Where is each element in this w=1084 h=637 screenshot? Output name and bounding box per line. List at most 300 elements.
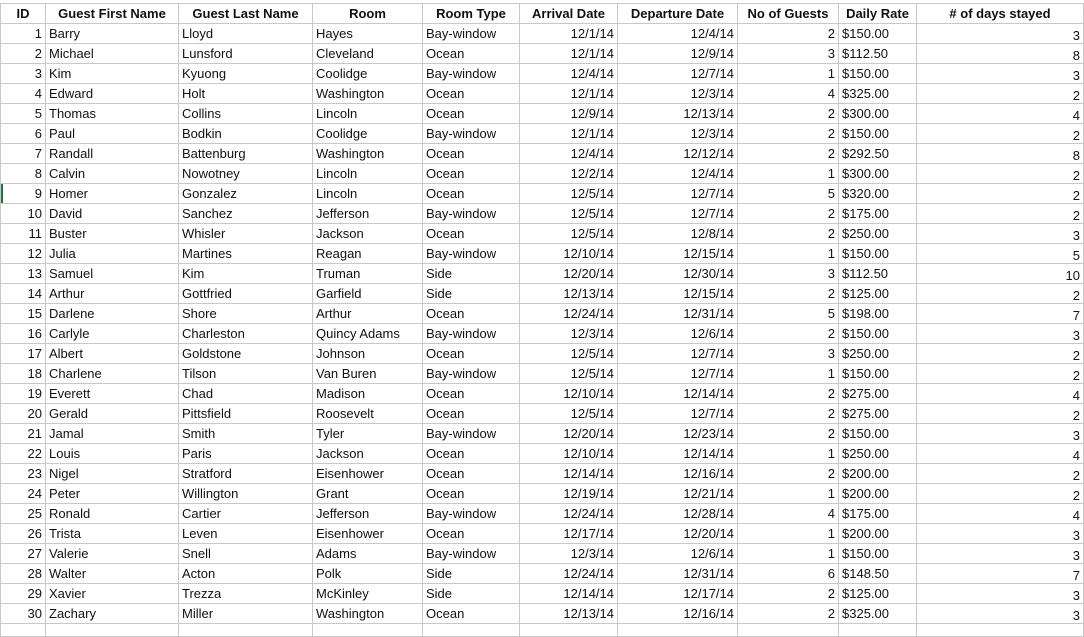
cell-no-of-guests[interactable]: 1 (738, 484, 839, 504)
cell-last-name[interactable]: Kyuong (179, 64, 313, 84)
cell-room-type[interactable]: Ocean (423, 344, 520, 364)
empty-cell[interactable] (46, 624, 179, 637)
cell-id[interactable]: 3 (1, 64, 46, 84)
cell-room[interactable]: Adams (313, 544, 423, 564)
cell-daily-rate[interactable]: $125.00 (839, 584, 917, 604)
cell-room-type[interactable]: Bay-window (423, 364, 520, 384)
cell-room[interactable]: Washington (313, 604, 423, 624)
cell-room-type[interactable]: Ocean (423, 44, 520, 64)
cell-departure-date[interactable]: 12/4/14 (618, 164, 738, 184)
cell-daily-rate[interactable]: $150.00 (839, 244, 917, 264)
cell-daily-rate[interactable]: $250.00 (839, 224, 917, 244)
cell-room[interactable]: McKinley (313, 584, 423, 604)
cell-first-name[interactable]: Kim (46, 64, 179, 84)
cell-departure-date[interactable]: 12/16/14 (618, 464, 738, 484)
cell-daily-rate[interactable]: $150.00 (839, 364, 917, 384)
cell-arrival-date[interactable]: 12/3/14 (520, 544, 618, 564)
cell-departure-date[interactable]: 12/9/14 (618, 44, 738, 64)
cell-days-stayed[interactable]: 2 (917, 484, 1084, 504)
cell-departure-date[interactable]: 12/7/14 (618, 364, 738, 384)
cell-id[interactable]: 24 (1, 484, 46, 504)
header-cell-arrival-date[interactable]: Arrival Date (520, 4, 618, 24)
cell-departure-date[interactable]: 12/15/14 (618, 244, 738, 264)
cell-last-name[interactable]: Battenburg (179, 144, 313, 164)
cell-departure-date[interactable]: 12/31/14 (618, 304, 738, 324)
cell-room-type[interactable]: Bay-window (423, 204, 520, 224)
cell-arrival-date[interactable]: 12/10/14 (520, 384, 618, 404)
cell-room[interactable]: Arthur (313, 304, 423, 324)
cell-first-name[interactable]: Charlene (46, 364, 179, 384)
cell-first-name[interactable]: Randall (46, 144, 179, 164)
cell-departure-date[interactable]: 12/12/14 (618, 144, 738, 164)
cell-days-stayed[interactable]: 7 (917, 564, 1084, 584)
cell-arrival-date[interactable]: 12/3/14 (520, 324, 618, 344)
cell-room[interactable]: Tyler (313, 424, 423, 444)
cell-days-stayed[interactable]: 3 (917, 604, 1084, 624)
cell-no-of-guests[interactable]: 2 (738, 204, 839, 224)
cell-last-name[interactable]: Leven (179, 524, 313, 544)
cell-arrival-date[interactable]: 12/10/14 (520, 444, 618, 464)
cell-departure-date[interactable]: 12/14/14 (618, 444, 738, 464)
cell-daily-rate[interactable]: $200.00 (839, 484, 917, 504)
cell-daily-rate[interactable]: $325.00 (839, 84, 917, 104)
cell-daily-rate[interactable]: $275.00 (839, 404, 917, 424)
empty-cell[interactable] (520, 624, 618, 637)
cell-room[interactable]: Jackson (313, 444, 423, 464)
cell-arrival-date[interactable]: 12/14/14 (520, 584, 618, 604)
cell-first-name[interactable]: Trista (46, 524, 179, 544)
cell-daily-rate[interactable]: $125.00 (839, 284, 917, 304)
cell-daily-rate[interactable]: $175.00 (839, 504, 917, 524)
cell-no-of-guests[interactable]: 2 (738, 464, 839, 484)
cell-daily-rate[interactable]: $150.00 (839, 124, 917, 144)
cell-arrival-date[interactable]: 12/13/14 (520, 604, 618, 624)
cell-departure-date[interactable]: 12/3/14 (618, 84, 738, 104)
cell-departure-date[interactable]: 12/30/14 (618, 264, 738, 284)
cell-id[interactable]: 1 (1, 24, 46, 44)
cell-daily-rate[interactable]: $250.00 (839, 344, 917, 364)
cell-first-name[interactable]: Ronald (46, 504, 179, 524)
cell-days-stayed[interactable]: 3 (917, 524, 1084, 544)
cell-days-stayed[interactable]: 2 (917, 124, 1084, 144)
cell-last-name[interactable]: Tilson (179, 364, 313, 384)
empty-cell[interactable] (179, 624, 313, 637)
cell-first-name[interactable]: Louis (46, 444, 179, 464)
cell-no-of-guests[interactable]: 2 (738, 144, 839, 164)
cell-last-name[interactable]: Lunsford (179, 44, 313, 64)
cell-room-type[interactable]: Ocean (423, 404, 520, 424)
cell-room[interactable]: Eisenhower (313, 524, 423, 544)
cell-id[interactable]: 26 (1, 524, 46, 544)
cell-departure-date[interactable]: 12/20/14 (618, 524, 738, 544)
cell-arrival-date[interactable]: 12/13/14 (520, 284, 618, 304)
cell-room-type[interactable]: Ocean (423, 604, 520, 624)
cell-id[interactable]: 13 (1, 264, 46, 284)
cell-id[interactable]: 19 (1, 384, 46, 404)
cell-no-of-guests[interactable]: 2 (738, 384, 839, 404)
cell-room[interactable]: Reagan (313, 244, 423, 264)
cell-arrival-date[interactable]: 12/17/14 (520, 524, 618, 544)
cell-days-stayed[interactable]: 3 (917, 224, 1084, 244)
cell-room[interactable]: Coolidge (313, 64, 423, 84)
cell-last-name[interactable]: Goldstone (179, 344, 313, 364)
cell-last-name[interactable]: Acton (179, 564, 313, 584)
cell-id[interactable]: 22 (1, 444, 46, 464)
cell-no-of-guests[interactable]: 4 (738, 504, 839, 524)
cell-daily-rate[interactable]: $150.00 (839, 324, 917, 344)
cell-no-of-guests[interactable]: 5 (738, 184, 839, 204)
header-cell-room-type[interactable]: Room Type (423, 4, 520, 24)
cell-no-of-guests[interactable]: 1 (738, 364, 839, 384)
cell-last-name[interactable]: Stratford (179, 464, 313, 484)
cell-days-stayed[interactable]: 2 (917, 464, 1084, 484)
cell-arrival-date[interactable]: 12/14/14 (520, 464, 618, 484)
cell-room[interactable]: Garfield (313, 284, 423, 304)
cell-daily-rate[interactable]: $150.00 (839, 24, 917, 44)
cell-departure-date[interactable]: 12/15/14 (618, 284, 738, 304)
cell-no-of-guests[interactable]: 1 (738, 524, 839, 544)
cell-first-name[interactable]: Samuel (46, 264, 179, 284)
cell-id[interactable]: 16 (1, 324, 46, 344)
cell-first-name[interactable]: Julia (46, 244, 179, 264)
cell-first-name[interactable]: Jamal (46, 424, 179, 444)
cell-arrival-date[interactable]: 12/2/14 (520, 164, 618, 184)
cell-first-name[interactable]: Darlene (46, 304, 179, 324)
cell-daily-rate[interactable]: $175.00 (839, 204, 917, 224)
cell-arrival-date[interactable]: 12/20/14 (520, 424, 618, 444)
cell-arrival-date[interactable]: 12/24/14 (520, 304, 618, 324)
cell-arrival-date[interactable]: 12/5/14 (520, 204, 618, 224)
cell-room-type[interactable]: Ocean (423, 304, 520, 324)
cell-no-of-guests[interactable]: 1 (738, 64, 839, 84)
cell-first-name[interactable]: Homer (46, 184, 179, 204)
empty-cell[interactable] (618, 624, 738, 637)
cell-first-name[interactable]: Everett (46, 384, 179, 404)
cell-no-of-guests[interactable]: 1 (738, 444, 839, 464)
cell-room-type[interactable]: Bay-window (423, 24, 520, 44)
cell-last-name[interactable]: Kim (179, 264, 313, 284)
cell-room[interactable]: Jackson (313, 224, 423, 244)
cell-room-type[interactable]: Side (423, 264, 520, 284)
cell-first-name[interactable]: Valerie (46, 544, 179, 564)
cell-first-name[interactable]: David (46, 204, 179, 224)
cell-departure-date[interactable]: 12/7/14 (618, 184, 738, 204)
cell-first-name[interactable]: Edward (46, 84, 179, 104)
cell-room-type[interactable]: Ocean (423, 524, 520, 544)
cell-departure-date[interactable]: 12/31/14 (618, 564, 738, 584)
cell-daily-rate[interactable]: $200.00 (839, 524, 917, 544)
cell-room-type[interactable]: Ocean (423, 144, 520, 164)
cell-first-name[interactable]: Paul (46, 124, 179, 144)
cell-room-type[interactable]: Ocean (423, 484, 520, 504)
cell-no-of-guests[interactable]: 1 (738, 544, 839, 564)
header-cell-room[interactable]: Room (313, 4, 423, 24)
cell-days-stayed[interactable]: 8 (917, 144, 1084, 164)
cell-room-type[interactable]: Ocean (423, 84, 520, 104)
cell-room-type[interactable]: Ocean (423, 224, 520, 244)
cell-id[interactable]: 5 (1, 104, 46, 124)
cell-id[interactable]: 27 (1, 544, 46, 564)
cell-no-of-guests[interactable]: 1 (738, 244, 839, 264)
cell-first-name[interactable]: Buster (46, 224, 179, 244)
empty-cell[interactable] (839, 624, 917, 637)
cell-id[interactable]: 21 (1, 424, 46, 444)
cell-last-name[interactable]: Miller (179, 604, 313, 624)
header-cell-daily-rate[interactable]: Daily Rate (839, 4, 917, 24)
cell-departure-date[interactable]: 12/13/14 (618, 104, 738, 124)
cell-first-name[interactable]: Nigel (46, 464, 179, 484)
cell-room[interactable]: Eisenhower (313, 464, 423, 484)
cell-id[interactable]: 25 (1, 504, 46, 524)
cell-daily-rate[interactable]: $112.50 (839, 44, 917, 64)
cell-departure-date[interactable]: 12/21/14 (618, 484, 738, 504)
cell-arrival-date[interactable]: 12/1/14 (520, 44, 618, 64)
cell-last-name[interactable]: Whisler (179, 224, 313, 244)
empty-cell[interactable] (423, 624, 520, 637)
cell-days-stayed[interactable]: 4 (917, 444, 1084, 464)
cell-room[interactable]: Washington (313, 84, 423, 104)
cell-last-name[interactable]: Holt (179, 84, 313, 104)
cell-no-of-guests[interactable]: 3 (738, 264, 839, 284)
cell-id[interactable]: 18 (1, 364, 46, 384)
cell-id[interactable]: 17 (1, 344, 46, 364)
cell-days-stayed[interactable]: 2 (917, 184, 1084, 204)
cell-room-type[interactable]: Side (423, 584, 520, 604)
cell-room[interactable]: Roosevelt (313, 404, 423, 424)
cell-arrival-date[interactable]: 12/1/14 (520, 24, 618, 44)
cell-no-of-guests[interactable]: 2 (738, 324, 839, 344)
cell-arrival-date[interactable]: 12/4/14 (520, 144, 618, 164)
header-cell-no-of-guests[interactable]: No of Guests (738, 4, 839, 24)
cell-no-of-guests[interactable]: 2 (738, 284, 839, 304)
cell-days-stayed[interactable]: 3 (917, 424, 1084, 444)
cell-daily-rate[interactable]: $200.00 (839, 464, 917, 484)
cell-departure-date[interactable]: 12/3/14 (618, 124, 738, 144)
cell-daily-rate[interactable]: $150.00 (839, 64, 917, 84)
cell-room[interactable]: Grant (313, 484, 423, 504)
cell-first-name[interactable]: Walter (46, 564, 179, 584)
cell-last-name[interactable]: Nowotney (179, 164, 313, 184)
cell-daily-rate[interactable]: $292.50 (839, 144, 917, 164)
cell-daily-rate[interactable]: $300.00 (839, 164, 917, 184)
cell-last-name[interactable]: Chad (179, 384, 313, 404)
cell-arrival-date[interactable]: 12/10/14 (520, 244, 618, 264)
cell-departure-date[interactable]: 12/4/14 (618, 24, 738, 44)
cell-first-name[interactable]: Carlyle (46, 324, 179, 344)
header-cell-first-name[interactable]: Guest First Name (46, 4, 179, 24)
cell-id[interactable]: 15 (1, 304, 46, 324)
cell-id[interactable]: 14 (1, 284, 46, 304)
cell-days-stayed[interactable]: 3 (917, 584, 1084, 604)
cell-days-stayed[interactable]: 4 (917, 384, 1084, 404)
cell-no-of-guests[interactable]: 3 (738, 44, 839, 64)
cell-first-name[interactable]: Calvin (46, 164, 179, 184)
header-cell-id[interactable]: ID (1, 4, 46, 24)
cell-departure-date[interactable]: 12/17/14 (618, 584, 738, 604)
cell-daily-rate[interactable]: $325.00 (839, 604, 917, 624)
cell-days-stayed[interactable]: 4 (917, 504, 1084, 524)
cell-daily-rate[interactable]: $148.50 (839, 564, 917, 584)
cell-arrival-date[interactable]: 12/20/14 (520, 264, 618, 284)
cell-no-of-guests[interactable]: 6 (738, 564, 839, 584)
cell-last-name[interactable]: Trezza (179, 584, 313, 604)
cell-departure-date[interactable]: 12/23/14 (618, 424, 738, 444)
cell-room[interactable]: Hayes (313, 24, 423, 44)
cell-daily-rate[interactable]: $198.00 (839, 304, 917, 324)
cell-days-stayed[interactable]: 2 (917, 344, 1084, 364)
cell-daily-rate[interactable]: $112.50 (839, 264, 917, 284)
cell-no-of-guests[interactable]: 5 (738, 304, 839, 324)
cell-first-name[interactable]: Gerald (46, 404, 179, 424)
cell-days-stayed[interactable]: 3 (917, 544, 1084, 564)
cell-departure-date[interactable]: 12/28/14 (618, 504, 738, 524)
cell-days-stayed[interactable]: 2 (917, 364, 1084, 384)
cell-last-name[interactable]: Pittsfield (179, 404, 313, 424)
cell-arrival-date[interactable]: 12/5/14 (520, 344, 618, 364)
cell-no-of-guests[interactable]: 2 (738, 124, 839, 144)
cell-id[interactable]: 23 (1, 464, 46, 484)
cell-room[interactable]: Lincoln (313, 104, 423, 124)
cell-last-name[interactable]: Martines (179, 244, 313, 264)
cell-room[interactable]: Lincoln (313, 184, 423, 204)
cell-days-stayed[interactable]: 3 (917, 324, 1084, 344)
cell-first-name[interactable]: Arthur (46, 284, 179, 304)
cell-id[interactable]: 29 (1, 584, 46, 604)
cell-no-of-guests[interactable]: 2 (738, 584, 839, 604)
cell-room-type[interactable]: Bay-window (423, 424, 520, 444)
cell-room-type[interactable]: Ocean (423, 184, 520, 204)
cell-days-stayed[interactable]: 2 (917, 84, 1084, 104)
cell-room-type[interactable]: Side (423, 564, 520, 584)
cell-id[interactable]: 9 (1, 184, 46, 204)
cell-id[interactable]: 6 (1, 124, 46, 144)
cell-daily-rate[interactable]: $300.00 (839, 104, 917, 124)
cell-no-of-guests[interactable]: 4 (738, 84, 839, 104)
cell-arrival-date[interactable]: 12/4/14 (520, 64, 618, 84)
cell-no-of-guests[interactable]: 2 (738, 104, 839, 124)
cell-room[interactable]: Quincy Adams (313, 324, 423, 344)
cell-room[interactable]: Polk (313, 564, 423, 584)
cell-daily-rate[interactable]: $150.00 (839, 424, 917, 444)
cell-departure-date[interactable]: 12/16/14 (618, 604, 738, 624)
cell-departure-date[interactable]: 12/7/14 (618, 204, 738, 224)
cell-room[interactable]: Johnson (313, 344, 423, 364)
header-cell-last-name[interactable]: Guest Last Name (179, 4, 313, 24)
cell-first-name[interactable]: Michael (46, 44, 179, 64)
cell-id[interactable]: 28 (1, 564, 46, 584)
cell-days-stayed[interactable]: 5 (917, 244, 1084, 264)
cell-last-name[interactable]: Shore (179, 304, 313, 324)
cell-id[interactable]: 4 (1, 84, 46, 104)
cell-last-name[interactable]: Charleston (179, 324, 313, 344)
cell-room[interactable]: Coolidge (313, 124, 423, 144)
cell-id[interactable]: 8 (1, 164, 46, 184)
cell-days-stayed[interactable]: 2 (917, 204, 1084, 224)
cell-last-name[interactable]: Paris (179, 444, 313, 464)
cell-arrival-date[interactable]: 12/9/14 (520, 104, 618, 124)
cell-room-type[interactable]: Ocean (423, 464, 520, 484)
cell-last-name[interactable]: Willington (179, 484, 313, 504)
cell-departure-date[interactable]: 12/14/14 (618, 384, 738, 404)
cell-days-stayed[interactable]: 3 (917, 64, 1084, 84)
cell-days-stayed[interactable]: 2 (917, 164, 1084, 184)
cell-room-type[interactable]: Bay-window (423, 244, 520, 264)
cell-room[interactable]: Madison (313, 384, 423, 404)
cell-no-of-guests[interactable]: 2 (738, 24, 839, 44)
cell-no-of-guests[interactable]: 1 (738, 164, 839, 184)
cell-no-of-guests[interactable]: 2 (738, 404, 839, 424)
cell-room[interactable]: Van Buren (313, 364, 423, 384)
cell-id[interactable]: 30 (1, 604, 46, 624)
cell-room-type[interactable]: Ocean (423, 104, 520, 124)
cell-room[interactable]: Truman (313, 264, 423, 284)
cell-id[interactable]: 20 (1, 404, 46, 424)
cell-first-name[interactable]: Zachary (46, 604, 179, 624)
cell-arrival-date[interactable]: 12/5/14 (520, 404, 618, 424)
cell-departure-date[interactable]: 12/8/14 (618, 224, 738, 244)
cell-room[interactable]: Jefferson (313, 504, 423, 524)
cell-id[interactable]: 2 (1, 44, 46, 64)
cell-id[interactable]: 10 (1, 204, 46, 224)
cell-daily-rate[interactable]: $320.00 (839, 184, 917, 204)
cell-arrival-date[interactable]: 12/5/14 (520, 224, 618, 244)
empty-cell[interactable] (1, 624, 46, 637)
cell-room[interactable]: Washington (313, 144, 423, 164)
cell-departure-date[interactable]: 12/7/14 (618, 64, 738, 84)
cell-first-name[interactable]: Peter (46, 484, 179, 504)
cell-room-type[interactable]: Bay-window (423, 124, 520, 144)
cell-room-type[interactable]: Ocean (423, 444, 520, 464)
cell-no-of-guests[interactable]: 2 (738, 224, 839, 244)
cell-departure-date[interactable]: 12/6/14 (618, 324, 738, 344)
cell-days-stayed[interactable]: 7 (917, 304, 1084, 324)
cell-room[interactable]: Lincoln (313, 164, 423, 184)
cell-arrival-date[interactable]: 12/24/14 (520, 504, 618, 524)
cell-departure-date[interactable]: 12/7/14 (618, 404, 738, 424)
cell-room-type[interactable]: Side (423, 284, 520, 304)
cell-room-type[interactable]: Bay-window (423, 504, 520, 524)
cell-last-name[interactable]: Snell (179, 544, 313, 564)
cell-departure-date[interactable]: 12/6/14 (618, 544, 738, 564)
cell-last-name[interactable]: Gonzalez (179, 184, 313, 204)
cell-arrival-date[interactable]: 12/5/14 (520, 184, 618, 204)
cell-last-name[interactable]: Gottfried (179, 284, 313, 304)
cell-days-stayed[interactable]: 8 (917, 44, 1084, 64)
cell-room-type[interactable]: Ocean (423, 164, 520, 184)
cell-days-stayed[interactable]: 4 (917, 104, 1084, 124)
cell-arrival-date[interactable]: 12/1/14 (520, 84, 618, 104)
empty-cell[interactable] (917, 624, 1084, 637)
cell-daily-rate[interactable]: $250.00 (839, 444, 917, 464)
cell-days-stayed[interactable]: 10 (917, 264, 1084, 284)
cell-arrival-date[interactable]: 12/5/14 (520, 364, 618, 384)
header-cell-days-stayed[interactable]: # of days stayed (917, 4, 1084, 24)
cell-room-type[interactable]: Ocean (423, 384, 520, 404)
header-cell-departure-date[interactable]: Departure Date (618, 4, 738, 24)
cell-arrival-date[interactable]: 12/24/14 (520, 564, 618, 584)
cell-room-type[interactable]: Bay-window (423, 324, 520, 344)
cell-last-name[interactable]: Cartier (179, 504, 313, 524)
cell-daily-rate[interactable]: $150.00 (839, 544, 917, 564)
cell-id[interactable]: 7 (1, 144, 46, 164)
cell-last-name[interactable]: Collins (179, 104, 313, 124)
cell-last-name[interactable]: Bodkin (179, 124, 313, 144)
cell-room-type[interactable]: Bay-window (423, 64, 520, 84)
cell-room-type[interactable]: Bay-window (423, 544, 520, 564)
cell-id[interactable]: 11 (1, 224, 46, 244)
cell-last-name[interactable]: Sanchez (179, 204, 313, 224)
cell-arrival-date[interactable]: 12/1/14 (520, 124, 618, 144)
